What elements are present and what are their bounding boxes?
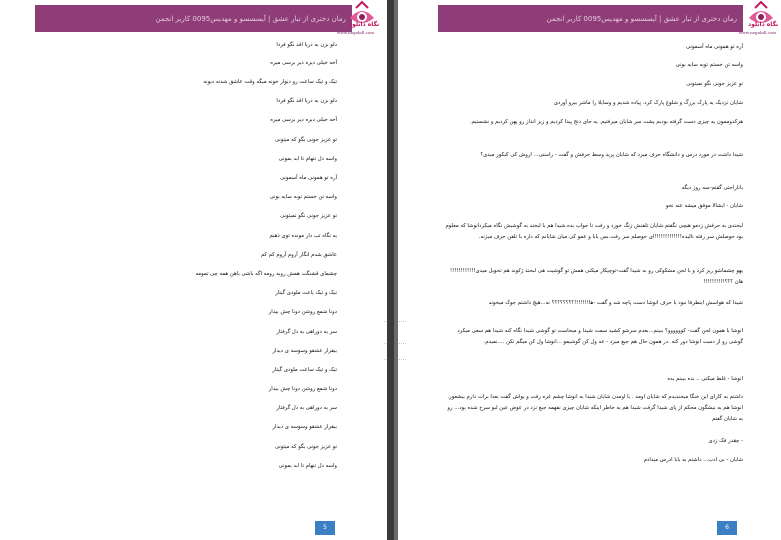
margin-dots: ........... xyxy=(384,340,407,346)
text-paragraph: - چقدر فک زدی xyxy=(708,438,743,444)
text-paragraph: شایان نزدیک یه پارک بزرگ و شلوغ پارک کرد. پیاده شدیم و وسایلا را ماشر بیرو آوردی xyxy=(553,100,743,106)
text-line: تیک و تیک ساعت رو دیوار خونه میگه وقت عاشق شدنه دیونه xyxy=(203,79,337,85)
text-line: واسه تن خستم توبه سایه بونی xyxy=(269,194,337,200)
page-number: 6 xyxy=(717,521,737,535)
text-paragraph: واسه تن خستم توبه سایه بونی xyxy=(675,62,743,68)
text-line: واسه دل تنهام تا ابد بمونی xyxy=(278,156,337,162)
text-line: سر به دوراهی به دل گرفتار xyxy=(276,329,337,335)
header-series: کاربر انجمن xyxy=(155,14,191,23)
page-header xyxy=(438,5,743,32)
text-line: تو عزیز جونی بگو که میتونی xyxy=(274,137,337,143)
text-line: چشمای قشنگت همش روبه رومه اگه باشی باهن همه چی تمومه xyxy=(195,271,337,277)
text-line: دونا شمع روشن دونا چش بیدار xyxy=(268,309,337,315)
text-paragraph: شایان - ایشالا موفق میشه عنه نخو xyxy=(665,203,743,209)
text-line: بیقرار عشقو وسوسه ی دیدار xyxy=(272,348,337,354)
text-paragraph: تو عزیز جونی نگو نمیتونی xyxy=(686,81,743,87)
text-paragraph: شایان - بی ادب... داشتم به بابا ادرس میدادم xyxy=(643,457,743,463)
page-number: 5 xyxy=(315,521,335,535)
text-paragraph: شیدا که هواسش اینطرفا نبود با حرف انوشا دست پاچه شد و گفت -ها!!!!!!!؟؟؟؟؟؟؟؟ نه...هیچ داشتم جوک میخوند xyxy=(488,300,743,306)
text-paragraph: هرکدوممون یه چیزی دست گرفته بودیم پشت سر شایان میرفتیم. یه جای دنج پیدا کردیم و زیر انداز رو پهن کردیم و نشستیم. xyxy=(469,119,743,125)
text-paragraph: انوشا با همون لحن گفت- کوووووو؟ ببینم...بعدم سرشو کشید سمت شیدا و میخاست تو گوشی شیدا نگاه کنه شیدا هم سعی میکرد گوشی رو از دست انوشا دور کنه .در همون حال هم جیغ میزد - عه ول کن گوشیمو ...انوشا ول کن میگم نکن ....نمیدم. xyxy=(457,328,743,345)
page-5 xyxy=(0,0,387,540)
text-line: سر به دوراهی به دل گرفتار xyxy=(276,405,337,411)
text-line: دلو بزن به دریا اقد نگو فردا xyxy=(276,98,337,104)
text-line: یه نگاه تب دار مونده توی ذهنم xyxy=(269,233,337,239)
text-paragraph: لبخندی به حرفش زدمو هیچی نگفتم.شایان تلفنش زنگ خورد و رفت تا جواب بده.شیدا هم با لبخند به گوشیش نگاه میکردانوشا که معلوم بود حوصلش سر رفته نالیده!!!!!!!!!!!!!ای حوصلم سر رفت.بس بابا و عمو کی میان شایانم که داره با تلفن حرف میزنه. xyxy=(445,223,743,240)
logo-name: نگاه دانلود xyxy=(349,21,380,28)
header-title-main: رمان دختری از تبار عشق | آیسسسو و مهدیس0095 xyxy=(192,14,346,23)
margin-dots: ........... xyxy=(384,318,407,324)
text-line: واسه دل تنهام تا ابد بمونی xyxy=(278,463,337,469)
header-title xyxy=(541,15,738,23)
header-title-main: رمان دختری از تبار عشق | آیسسسو و مهدیس0095 xyxy=(583,14,737,23)
header-title xyxy=(150,15,347,23)
text-line: تیک و تیک یاعت ملودی گیتار xyxy=(275,290,337,296)
text-line: تو عزیز جونی بگو که میتونی xyxy=(274,444,337,450)
margin-dots: ........... xyxy=(384,356,407,362)
logo-name: نگاه دانلود xyxy=(748,21,779,28)
text-line: عاشق شدم انگار آروم آروم کم کم xyxy=(260,252,337,258)
page-header xyxy=(35,5,352,32)
page-gutter xyxy=(387,0,398,540)
text-paragraph: باناراحتی گفتم-سه روز دیگه xyxy=(681,185,743,191)
text-line: تیک و تیک ساعت ملودی گیتار xyxy=(272,367,337,373)
text-paragraph: داشتم به کارای این خنگا میخندیدم که شایان اومد . با اومدن شایان شیدا به انوشا چشم غره رفت و بواش گفت بعدا برات دارم بیشعور. انوشا هم یه نیشگون محکم از پای شیدا گرفت شیدا هم به خاطر اینکه شایان چیزی نفهمه جیغ نزد در عوض عین لبو سرخ شده بود... رو به شایان گفتم xyxy=(447,394,743,422)
text-paragraph: یهو چشماشو ریز کرد و با لحن مشکوکی رو به شیدا گفت-توچیکار میکنی همش تو گوشیت هی لبخند ژکوند هم تحویل میدی!!!!!!!!!!!!هان ؟؟؟!!!!!!!!!! xyxy=(450,268,743,285)
text-line: بیقرار عشقو وسوسه ی دیدار xyxy=(272,424,337,430)
text-line: تو عزیز جونی نگو نمیتونی xyxy=(280,213,337,219)
text-line: دلو بزن به دریا اقد نگو فردا xyxy=(276,42,337,48)
text-paragraph: شیدا داشت در مورد درس و دانشگاه حرف میزد که شایان پرید وسط حرفش و گفت - راستی... اروش کی کنکور میدی؟ xyxy=(480,152,743,158)
text-line: آخه خیلی دیره دیر برسی میره xyxy=(270,117,337,123)
text-line: آره تو همونی ماه آسمونی xyxy=(279,175,337,181)
logo-url: www.negahdl.com xyxy=(739,30,777,35)
text-line: آخه خیلی دیره دیر برسی میره xyxy=(270,60,337,66)
text-line: دونا شمع روشن دونا چش بیدار xyxy=(268,386,337,392)
header-series: کاربر انجمن xyxy=(546,14,582,23)
logo-url: www.negahdl.com xyxy=(337,30,375,35)
text-paragraph: آره تو همونی ماه آسمونی xyxy=(685,44,743,50)
text-paragraph: انوشا - غلط میکنی .. بده ببینم بده xyxy=(667,376,743,382)
page-6 xyxy=(384,0,779,540)
